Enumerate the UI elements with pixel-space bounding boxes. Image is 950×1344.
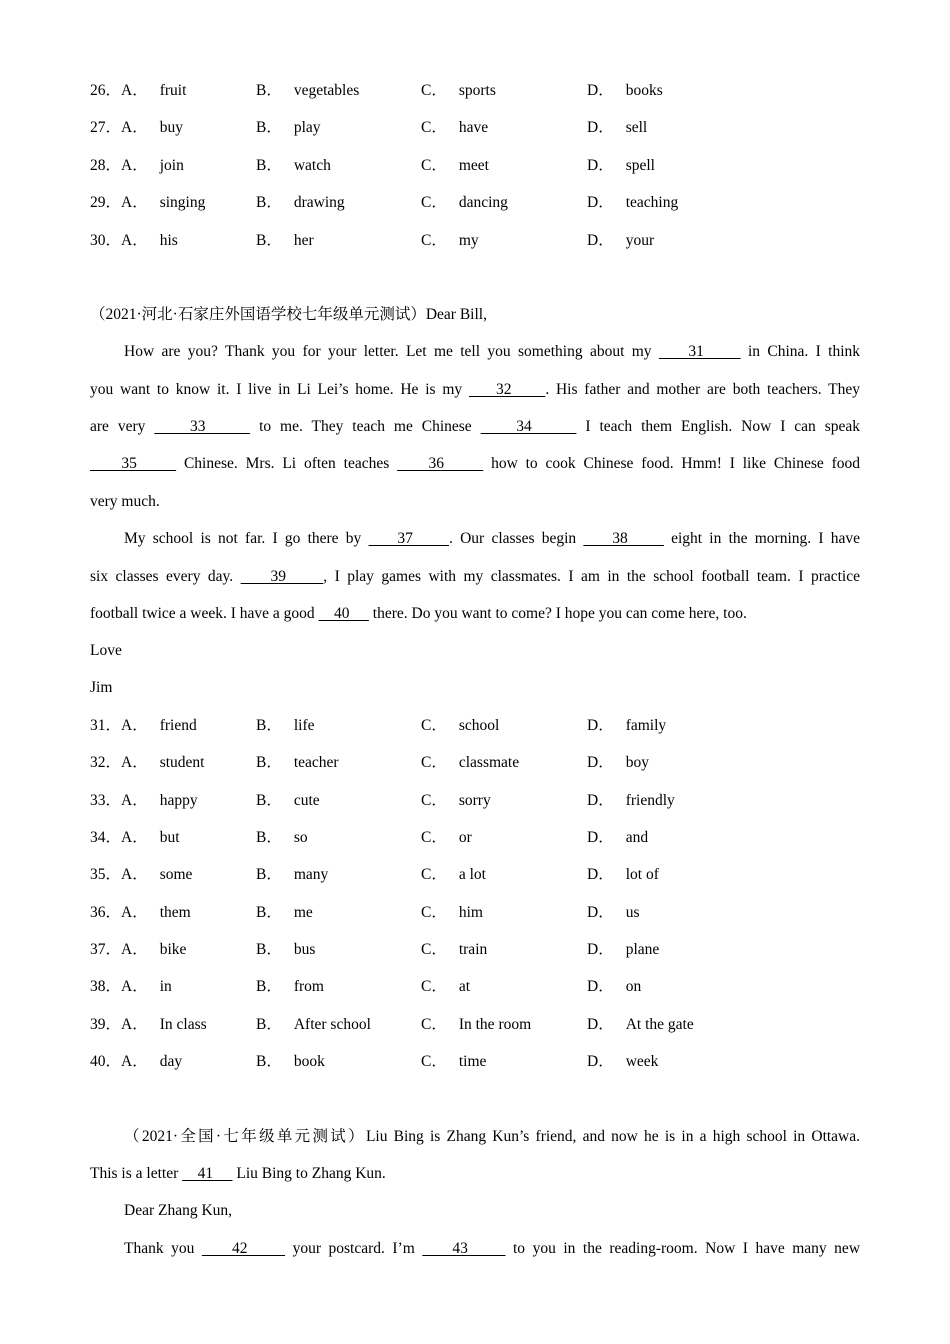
option-letter: A． bbox=[121, 941, 148, 959]
option-b bbox=[256, 939, 315, 961]
option-text: him bbox=[458, 903, 483, 921]
blank-33: 33 bbox=[154, 418, 251, 435]
option-letter: A． bbox=[121, 194, 148, 212]
option-letter: D． bbox=[587, 754, 614, 772]
option-text: classmate bbox=[458, 754, 520, 772]
option-a bbox=[90, 939, 186, 961]
option-text: so bbox=[293, 829, 308, 847]
option-d bbox=[587, 80, 663, 102]
option-text: at bbox=[458, 978, 471, 996]
option-letter: B． bbox=[256, 754, 282, 772]
option-d bbox=[587, 1014, 694, 1036]
passage2-line: How are you? Thank you for your letter. Let me tell you something about my 31 in China. I think bbox=[124, 343, 861, 360]
option-text: time bbox=[458, 1053, 487, 1071]
option-a bbox=[90, 902, 191, 924]
option-text: bus bbox=[293, 941, 316, 959]
option-text: sorry bbox=[458, 791, 491, 809]
passage3-line: This is a letter 41 Liu Bing to Zhang Kun. bbox=[90, 1165, 386, 1182]
option-b bbox=[256, 1014, 371, 1036]
option-letter: C． bbox=[421, 156, 447, 174]
option-letter: A． bbox=[121, 1053, 148, 1071]
option-letter: D． bbox=[587, 1053, 614, 1071]
passage3-greeting: Dear Zhang Kun, bbox=[124, 1202, 233, 1219]
question-number: 40． bbox=[90, 1053, 122, 1071]
option-text: life bbox=[293, 717, 315, 734]
option-letter: D． bbox=[587, 156, 614, 174]
option-b bbox=[256, 117, 321, 139]
option-text: on bbox=[625, 978, 642, 996]
option-text: happy bbox=[159, 791, 198, 809]
option-d bbox=[587, 902, 640, 924]
option-text: After school bbox=[293, 1015, 371, 1033]
option-b bbox=[256, 976, 324, 998]
option-b bbox=[256, 790, 320, 812]
option-text: In the room bbox=[458, 1015, 532, 1033]
option-letter: C． bbox=[421, 754, 447, 772]
passage3-source: （2021·全国·七年级单元测试） bbox=[124, 1128, 366, 1145]
option-d bbox=[587, 864, 659, 886]
option-letter: A． bbox=[121, 82, 148, 99]
option-letter: B． bbox=[256, 119, 282, 137]
option-text: singing bbox=[159, 194, 206, 212]
option-letter: A． bbox=[121, 231, 148, 249]
option-text: some bbox=[159, 866, 193, 884]
option-c bbox=[421, 1051, 486, 1073]
option-letter: C． bbox=[421, 717, 447, 734]
passage2-line: very much. bbox=[90, 493, 160, 510]
blank-39: 39 bbox=[240, 568, 324, 585]
option-letter: D． bbox=[587, 231, 614, 249]
option-letter: C． bbox=[421, 194, 447, 212]
option-a bbox=[90, 827, 180, 849]
blank-32: 32 bbox=[468, 381, 546, 398]
blank-42: 42 bbox=[201, 1240, 286, 1257]
passage2-greeting: Dear Bill, bbox=[425, 306, 487, 323]
option-letter: B． bbox=[256, 941, 282, 959]
option-c bbox=[421, 752, 519, 774]
option-a bbox=[90, 715, 197, 737]
option-text: friendly bbox=[625, 791, 675, 809]
option-letter: B． bbox=[256, 978, 282, 996]
option-letter: B． bbox=[256, 1015, 282, 1033]
option-text: student bbox=[159, 754, 205, 772]
option-a bbox=[90, 230, 178, 252]
option-letter: C． bbox=[421, 119, 447, 137]
option-text: from bbox=[293, 978, 324, 996]
option-b bbox=[256, 827, 308, 849]
option-text: watch bbox=[293, 156, 331, 174]
option-text: bike bbox=[159, 941, 187, 959]
option-text: your bbox=[625, 231, 655, 249]
passage2-line: you want to know it. I live in Li Lei’s home. He is my 32 . His father and mother are both teachers. They bbox=[90, 381, 861, 398]
option-a bbox=[90, 117, 183, 139]
option-text: spell bbox=[625, 156, 655, 174]
option-text: vegetables bbox=[293, 82, 360, 99]
option-text: and bbox=[625, 829, 649, 847]
option-text: or bbox=[458, 829, 472, 847]
option-letter: A． bbox=[121, 717, 148, 734]
option-d bbox=[587, 752, 649, 774]
option-letter: B． bbox=[256, 717, 282, 734]
option-letter: C． bbox=[421, 231, 447, 249]
option-text: school bbox=[458, 717, 500, 734]
question-number: 34． bbox=[90, 829, 122, 847]
passage2-closing: Love bbox=[90, 642, 122, 659]
option-c bbox=[421, 864, 486, 886]
option-d bbox=[587, 939, 659, 961]
question-number: 37． bbox=[90, 941, 122, 959]
option-text: book bbox=[293, 1053, 325, 1071]
option-letter: C． bbox=[421, 1053, 447, 1071]
option-a bbox=[90, 752, 205, 774]
option-d bbox=[587, 155, 655, 177]
option-c bbox=[421, 976, 470, 998]
option-letter: C． bbox=[421, 866, 447, 884]
option-letter: B． bbox=[256, 82, 282, 99]
option-letter: D． bbox=[587, 829, 614, 847]
option-letter: D． bbox=[587, 1015, 614, 1033]
option-letter: D． bbox=[587, 866, 614, 884]
option-c bbox=[421, 902, 483, 924]
option-letter: C． bbox=[421, 978, 447, 996]
option-d bbox=[587, 976, 641, 998]
option-text: but bbox=[159, 829, 180, 847]
option-a bbox=[90, 192, 205, 214]
option-c bbox=[421, 155, 489, 177]
passage2-line: six classes every day. 39 , I play games with my classmates. I am in the school football team. I practice bbox=[90, 568, 860, 585]
option-letter: D． bbox=[587, 717, 614, 734]
option-c bbox=[421, 1014, 531, 1036]
question-number: 31． bbox=[90, 717, 122, 734]
blank-41: 41 bbox=[182, 1165, 233, 1182]
option-c bbox=[421, 939, 487, 961]
blank-36: 36 bbox=[397, 455, 484, 472]
option-d bbox=[587, 230, 654, 252]
option-text: At the gate bbox=[625, 1015, 694, 1033]
option-a bbox=[90, 80, 186, 102]
blank-43: 43 bbox=[422, 1240, 506, 1257]
option-b bbox=[256, 192, 345, 214]
option-letter: B． bbox=[256, 829, 282, 847]
question-number: 38． bbox=[90, 978, 122, 996]
blank-31: 31 bbox=[658, 343, 741, 360]
blank-35: 35 bbox=[90, 455, 177, 472]
option-d bbox=[587, 1051, 658, 1073]
question-number: 35． bbox=[90, 866, 122, 884]
option-letter: A． bbox=[121, 1015, 148, 1033]
option-letter: D． bbox=[587, 941, 614, 959]
question-number: 36． bbox=[90, 903, 122, 921]
option-d bbox=[587, 790, 675, 812]
option-text: cute bbox=[293, 791, 320, 809]
option-letter: D． bbox=[587, 791, 614, 809]
option-letter: D． bbox=[587, 903, 614, 921]
option-letter: B． bbox=[256, 194, 282, 212]
option-d bbox=[587, 715, 666, 737]
option-c bbox=[421, 790, 491, 812]
option-text: sports bbox=[458, 82, 496, 99]
option-letter: B． bbox=[256, 866, 282, 884]
option-text: dancing bbox=[458, 194, 508, 212]
option-text: teacher bbox=[293, 754, 339, 772]
option-letter: A． bbox=[121, 978, 148, 996]
option-b bbox=[256, 230, 314, 252]
option-d bbox=[587, 192, 678, 214]
option-text: fruit bbox=[159, 82, 187, 99]
option-text: week bbox=[625, 1053, 659, 1071]
option-letter: A． bbox=[121, 866, 148, 884]
option-letter: D． bbox=[587, 82, 614, 99]
question-number: 27． bbox=[90, 119, 122, 137]
option-b bbox=[256, 902, 313, 924]
option-b bbox=[256, 155, 331, 177]
option-b bbox=[256, 1051, 325, 1073]
blank-37: 37 bbox=[368, 530, 450, 547]
option-letter: C． bbox=[421, 791, 447, 809]
option-text: us bbox=[625, 903, 640, 921]
option-c bbox=[421, 117, 488, 139]
passage2-line: My school is not far. I go there by 37 . Our classes begin 38 eight in the morning. I have bbox=[124, 530, 861, 547]
option-text: buy bbox=[159, 119, 183, 137]
option-text: books bbox=[625, 82, 663, 99]
passage3-line: （2021·全国·七年级单元测试）Liu Bing is Zhang Kun’s friend, and now he is in a high school in Ottawa. bbox=[124, 1128, 861, 1145]
option-c bbox=[421, 827, 472, 849]
blank-40: 40 bbox=[318, 605, 369, 622]
option-letter: C． bbox=[421, 941, 447, 959]
option-text: join bbox=[159, 156, 184, 174]
option-letter: C． bbox=[421, 829, 447, 847]
option-letter: B． bbox=[256, 903, 282, 921]
option-a bbox=[90, 790, 198, 812]
question-number: 30． bbox=[90, 231, 122, 249]
option-text: train bbox=[458, 941, 488, 959]
option-c bbox=[421, 80, 496, 102]
option-b bbox=[256, 752, 339, 774]
option-letter: D． bbox=[587, 978, 614, 996]
option-letter: C． bbox=[421, 903, 447, 921]
blank-38: 38 bbox=[583, 530, 664, 547]
option-b bbox=[256, 80, 359, 102]
option-text: drawing bbox=[293, 194, 345, 212]
option-letter: A． bbox=[121, 903, 148, 921]
passage2-signature: Jim bbox=[90, 679, 113, 696]
option-letter: D． bbox=[587, 194, 614, 212]
option-a bbox=[90, 976, 172, 998]
option-text: plane bbox=[625, 941, 660, 959]
option-b bbox=[256, 715, 315, 737]
option-a bbox=[90, 864, 192, 886]
option-letter: B． bbox=[256, 156, 282, 174]
option-text: day bbox=[159, 1053, 183, 1071]
question-number: 33． bbox=[90, 791, 122, 809]
option-text: have bbox=[458, 119, 489, 137]
option-c bbox=[421, 715, 499, 737]
option-text: me bbox=[293, 903, 313, 921]
option-text: family bbox=[625, 717, 667, 734]
option-letter: D． bbox=[587, 119, 614, 137]
option-d bbox=[587, 827, 648, 849]
option-text: my bbox=[458, 231, 479, 249]
option-letter: A． bbox=[121, 829, 148, 847]
option-text: them bbox=[159, 903, 191, 921]
option-letter: A． bbox=[121, 754, 148, 772]
option-text: boy bbox=[625, 754, 649, 772]
option-letter: B． bbox=[256, 791, 282, 809]
passage2-line: 35 Chinese. Mrs. Li often teaches 36 how to cook Chinese food. Hmm! I like Chinese food bbox=[90, 455, 861, 472]
option-letter: A． bbox=[121, 119, 148, 137]
question-number: 39． bbox=[90, 1015, 122, 1033]
passage3-line: Thank you 42 your postcard. I’m 43 to you in the reading-room. Now I have many new bbox=[124, 1240, 861, 1257]
option-text: meet bbox=[458, 156, 489, 174]
question-number: 29． bbox=[90, 194, 122, 212]
question-number: 26． bbox=[90, 82, 122, 99]
option-text: teaching bbox=[625, 194, 679, 212]
option-d bbox=[587, 117, 647, 139]
option-letter: B． bbox=[256, 1053, 282, 1071]
option-a bbox=[90, 1014, 207, 1036]
question-number: 28． bbox=[90, 156, 122, 174]
option-text: a lot bbox=[458, 866, 486, 884]
option-text: In class bbox=[159, 1015, 207, 1033]
option-text: friend bbox=[159, 717, 197, 734]
option-text: many bbox=[293, 866, 329, 884]
passage2-line: football twice a week. I have a good 40 there. Do you want to come? I hope you can come here, too. bbox=[90, 605, 747, 622]
blank-34: 34 bbox=[480, 418, 577, 435]
option-b bbox=[256, 864, 328, 886]
question-number: 32． bbox=[90, 754, 122, 772]
option-text: lot of bbox=[625, 866, 659, 884]
option-text: her bbox=[293, 231, 314, 249]
option-text: his bbox=[159, 231, 178, 249]
option-letter: B． bbox=[256, 231, 282, 249]
passage2-line: are very 33 to me. They teach me Chinese 34 I teach them English. Now I can speak bbox=[90, 418, 861, 435]
option-letter: A． bbox=[121, 156, 148, 174]
passage2-heading bbox=[90, 304, 860, 326]
option-text: in bbox=[159, 978, 172, 996]
option-letter: C． bbox=[421, 82, 447, 99]
option-c bbox=[421, 230, 479, 252]
option-letter: A． bbox=[121, 791, 148, 809]
option-text: play bbox=[293, 119, 321, 137]
option-c bbox=[421, 192, 508, 214]
passage2-source: （2021·河北·石家庄外国语学校七年级单元测试） bbox=[90, 306, 426, 323]
option-letter: C． bbox=[421, 1015, 447, 1033]
option-a bbox=[90, 155, 184, 177]
option-text: sell bbox=[625, 119, 648, 137]
option-a bbox=[90, 1051, 182, 1073]
